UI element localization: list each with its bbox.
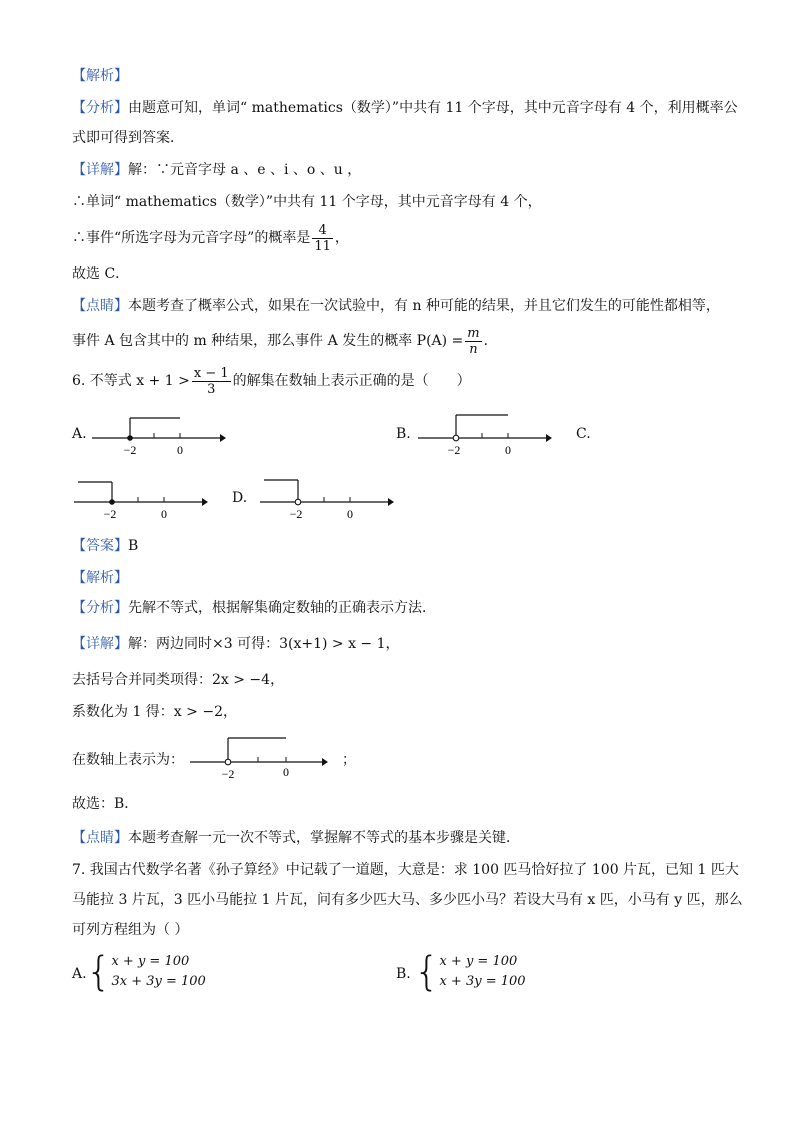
q5-step1: ∴单词“ mathematics（数学）”中共有 11 个字母，其中元音字母有 4 个， <box>72 194 542 210</box>
q7-option-b-eq2: x + 3y = 100 <box>439 974 526 989</box>
q6-stem <box>72 364 471 398</box>
q5-dianjing-text: 本题考查了概率公式，如果在一次试验中，有 n 种可能的结果，并且它们发生的可能性都相等， <box>128 298 720 314</box>
q5-step2 <box>72 222 349 254</box>
q5-dianjing-fraction <box>465 326 481 357</box>
q6-dianjing-text: 本题考查解一元一次不等式，掌握解不等式的基本步骤是关键． <box>128 830 520 846</box>
q5-step2-post: ， <box>334 230 349 246</box>
q7-option-a-eq1: x + y = 100 <box>111 954 190 969</box>
q5-fenxi-cont: 式即可得到答案． <box>72 130 184 146</box>
tick-label-neg2: −2 <box>221 767 235 780</box>
q7-option-b-equations <box>439 952 525 992</box>
q6-option-a-label[interactable]: A. <box>72 426 87 442</box>
q7-option-b-eq1: x + y = 100 <box>439 954 518 969</box>
q6-fenxi-text: 先解不等式，根据解集确定数轴的正确表示方法． <box>128 600 436 616</box>
q5-dianjing <box>72 296 720 316</box>
q5-dianjing-den: n <box>469 341 478 357</box>
tick-label-0: 0 <box>505 443 511 457</box>
tick-label-0: 0 <box>347 507 353 521</box>
q6-xiangjie <box>72 634 400 654</box>
q5-dianjing-pre: 事件 A 包含其中的 m 种结果，那么事件 A 发生的概率 P(A) = <box>72 333 464 349</box>
q6-step3-post: ； <box>342 752 356 768</box>
q5-step2-num: 4 <box>312 223 333 239</box>
q6-stem-post: 的解集在数轴上表示正确的是（ ） <box>232 373 471 389</box>
tick-label-0: 0 <box>177 443 183 457</box>
q5-step2-den: 11 <box>314 238 331 254</box>
tick-label-0: 0 <box>283 765 289 779</box>
q5-jiexi-heading: 【解析】 <box>72 68 128 84</box>
q6-stem-num: x − 1 <box>193 365 229 381</box>
q6-jiexi-heading: 【解析】 <box>72 570 128 586</box>
q6-stem-den: 3 <box>207 381 216 397</box>
q7-option-a-equations <box>111 952 205 992</box>
q6-xiangjie-text: 解：两边同时×3 可得：3(x+1) > x − 1， <box>128 636 400 652</box>
q6-dianjing-tag: 【点睛】 <box>72 830 128 846</box>
q5-dianjing-tag: 【点睛】 <box>72 298 128 314</box>
q5-fenxi-tag: 【分析】 <box>72 100 128 116</box>
q6-option-d-numberline[interactable] <box>260 476 394 522</box>
tick-label-0: 0 <box>161 507 167 521</box>
q6-stem-pre: 6. 不等式 x + 1 > <box>72 373 190 389</box>
q6-option-b-label[interactable]: B. <box>396 426 411 442</box>
q6-dianjing <box>72 828 520 848</box>
q6-option-a-numberline[interactable] <box>92 412 226 458</box>
q7-stem-line1: 7. 我国古代数学名著《孙子算经》中记载了一道题，大意是：求 100 匹马恰好拉了 100 片瓦，已知 1 匹大 <box>72 862 739 878</box>
q6-step2: 系数化为 1 得：x > −2， <box>72 704 237 720</box>
brace-icon: { <box>414 949 440 995</box>
q5-fenxi <box>72 98 738 118</box>
q5-xiangjie <box>72 160 361 180</box>
q6-option-b-numberline[interactable] <box>418 412 552 458</box>
q6-answer-value: B <box>128 538 139 554</box>
q7-stem-line2: 马能拉 3 片瓦，3 匹小马能拉 1 片瓦，问有多少匹大马、多少匹小马？若设大马有 x 匹，小马有 y 匹，那么 <box>72 892 743 908</box>
q7-option-a-label[interactable]: A. <box>72 966 87 982</box>
q5-dianjing-cont <box>72 324 498 358</box>
q6-answer-line: 故选：B． <box>72 796 139 812</box>
q6-fenxi <box>72 598 436 618</box>
q6-option-c-label[interactable]: C. <box>576 426 591 442</box>
q6-answer-tag: 【答案】 <box>72 538 128 554</box>
tick-label-neg2: −2 <box>103 507 117 521</box>
q6-option-d-label[interactable]: D. <box>232 490 248 506</box>
q5-dianjing-post: ． <box>483 333 498 349</box>
q6-option-c-numberline[interactable] <box>72 476 208 522</box>
tick-label-neg2: −2 <box>123 443 137 457</box>
q5-xiangjie-text: 解：∵元音字母 a 、e 、i 、o 、u ， <box>128 162 362 178</box>
q6-stem-fraction <box>192 366 231 397</box>
q7-option-b-label[interactable]: B. <box>396 966 411 982</box>
q6-step1: 去括号合并同类项得：2x > −4， <box>72 672 285 688</box>
q7-option-b-system[interactable] <box>414 949 526 995</box>
q5-answer-line: 故选 C． <box>72 266 130 282</box>
q5-step2-fraction <box>312 223 333 254</box>
q6-solution-numberline <box>190 732 330 780</box>
q5-dianjing-num: m <box>467 325 480 341</box>
q7-stem-line3: 可列方程组为（ ） <box>72 922 189 938</box>
q7-option-a-eq2: 3x + 3y = 100 <box>111 974 206 989</box>
brace-icon: { <box>86 949 112 995</box>
q5-step2-pre: ∴事件“所选字母为元音字母”的概率是 <box>72 230 311 246</box>
q7-option-a-system[interactable] <box>86 949 206 995</box>
tick-label-neg2: −2 <box>289 507 303 521</box>
q6-xiangjie-tag: 【详解】 <box>72 636 128 652</box>
q6-answer <box>72 536 138 556</box>
q6-fenxi-tag: 【分析】 <box>72 600 128 616</box>
tick-label-neg2: −2 <box>447 443 461 457</box>
q6-step3-label: 在数轴上表示为： <box>72 752 184 768</box>
q5-fenxi-text: 由题意可知，单词“ mathematics（数学）”中共有 11 个字母，其中元音字母有 4 个，利用概率公 <box>128 100 738 116</box>
q5-xiangjie-tag: 【详解】 <box>72 162 128 178</box>
